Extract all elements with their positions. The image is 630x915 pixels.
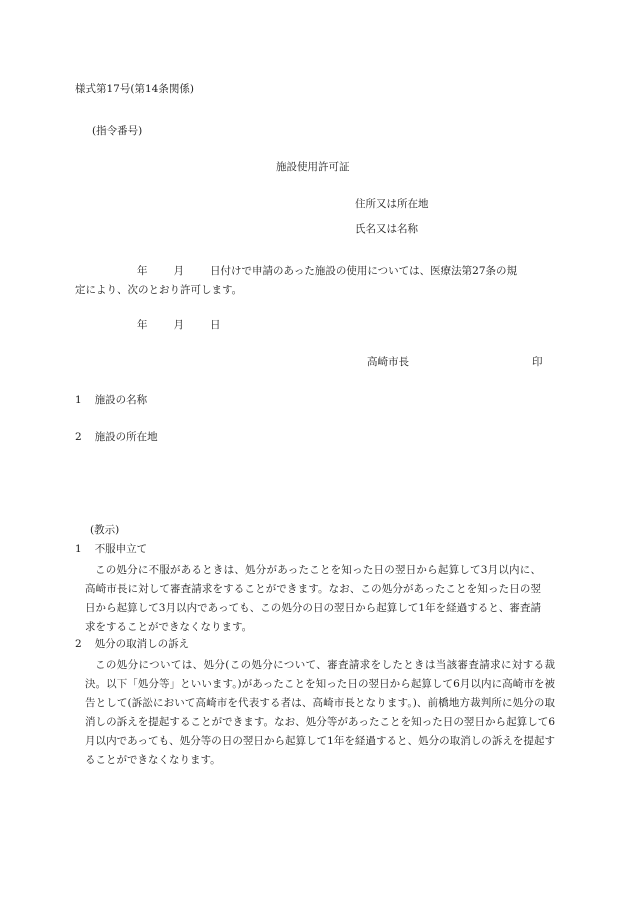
item-number: 2: [75, 431, 82, 443]
issuer-mayor: 高崎市長: [367, 356, 409, 368]
section-title: 処分の取消しの訴え: [94, 638, 190, 650]
notice-section-1-text: この処分に不服があるときは、処分があったことを知った日の翌日から起算して3月以内に、高崎市長に対して審査請求をすることができます。なお、この処分があったことを知った日の翌日から起算して3月以内であっても、この処分の日の翌日から起算して1年を経過すると、審査請求をすることができなくなります。: [85, 564, 541, 633]
name-label: 氏名又は名称: [355, 223, 418, 235]
section-number: 1: [75, 543, 82, 555]
item-number: 1: [75, 394, 82, 406]
section-title: 不服申立て: [94, 543, 148, 555]
date-year: 年: [137, 319, 148, 331]
intro-month: 月: [173, 265, 184, 277]
intro-line-2: 定により、次のとおり許可します。: [75, 284, 243, 296]
intro-line-1: [75, 264, 517, 280]
notice-heading: (教示): [90, 524, 120, 536]
item-facility-location: [75, 430, 158, 446]
date-month: 月: [173, 319, 184, 331]
intro-year: 年: [137, 265, 148, 277]
address-label: 住所又は所在地: [355, 198, 429, 210]
notice-section-2-text: この処分については、処分(この処分について、審査請求をしたときは当該審査請求に対する裁決。以下「処分等」といいます。)があったことを知った日の翌日から起算して6月以内に高崎市を被告として(訴訟において高崎市を代表する者は、高崎市長となります。)、前橋地方裁判所に処分の取消しの訴えを提起することができます。なお、処分等があったことを知った日の翌日から起算して6月以内であっても、処分等の日の翌日から起算して1年を経過すると、処分の取消しの訴えを提起することができなくなります。: [85, 659, 555, 766]
designation-number: (指令番号): [92, 125, 143, 137]
item-label: 施設の所在地: [94, 431, 158, 443]
seal-mark: 印: [532, 356, 543, 368]
item-facility-name: [75, 393, 147, 409]
section-number: 2: [75, 638, 82, 650]
form-number: 様式第17号(第14条関係): [75, 83, 194, 95]
intro-day-text: 日付けで申請のあった施設の使用については、医療法第27条の規: [210, 265, 518, 277]
issue-date: [75, 318, 221, 334]
notice-section-2-heading: [75, 637, 189, 653]
date-day: 日: [210, 319, 221, 331]
notice-section-1-heading: [75, 542, 147, 558]
page-title: 施設使用許可証: [276, 161, 350, 173]
item-label: 施設の名称: [94, 394, 148, 406]
